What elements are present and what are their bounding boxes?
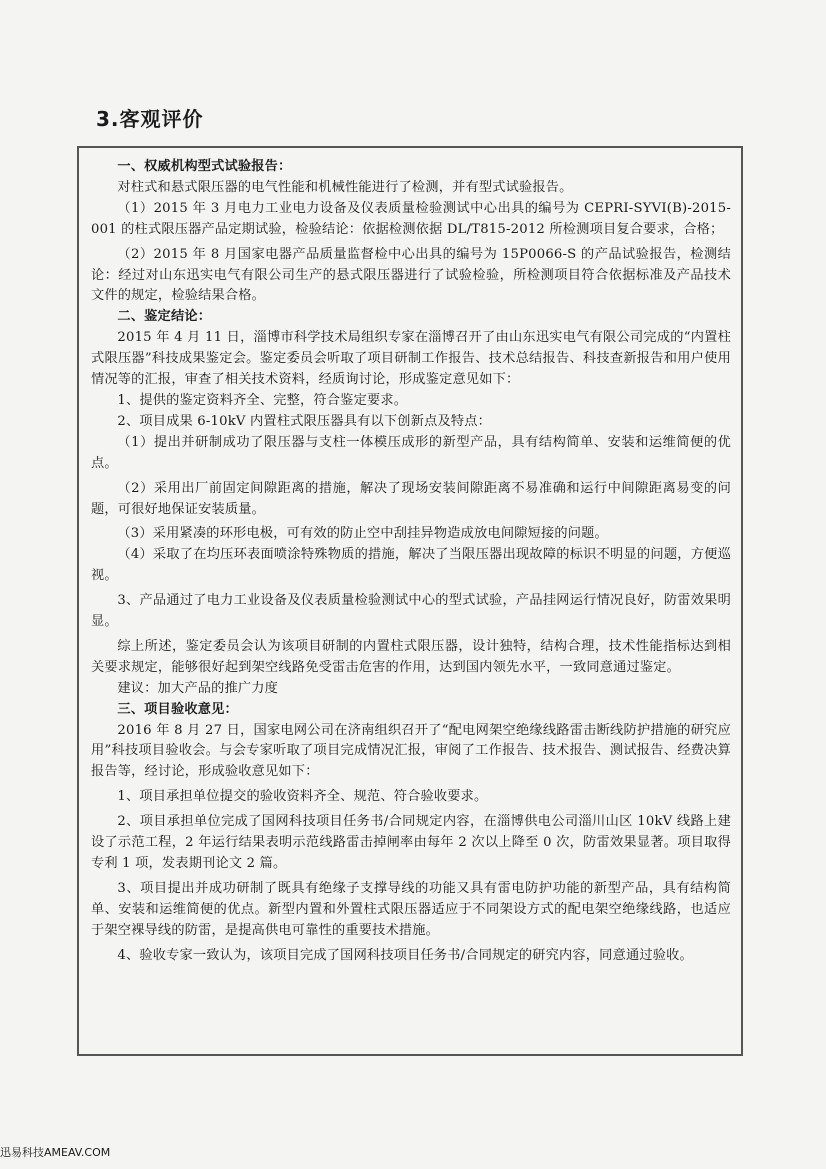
paragraph: （2）采用出厂前固定间隙距离的措施，解决了现场安装间隙距离不易准确和运行中间隙距离易变的问题，可很好地保证安装质量。 (91, 480, 731, 517)
paragraph: 2、项目成果 6-10kV 内置柱式限压器具有以下创新点及特点： (117, 413, 492, 429)
paragraph: （4）采取了在均压环表面喷涂特殊物质的措施，解决了当限压器出现故障的标识不明显的问题，方便巡视。 (91, 547, 731, 584)
footer-brand-text: 迅易科技AMEAV.COM (0, 1146, 111, 1159)
paragraph: （2）2015 年 8 月国家电器产品质量监督检中心出具的编号为 15P0066-S 的产品试验报告，检测结论：经过对山东迅实电气有限公司生产的悬式限压器进行了试验检验，所检测项目符合依据标准及产品技术文件的规定，检验结果合格。 (91, 246, 731, 304)
paragraph: 4、验收专家一致认为，该项目完成了国网科技项目任务书/合同规定的研究内容，同意通过验收。 (117, 947, 693, 963)
evaluation-content-box (77, 146, 743, 1056)
paragraph: 对柱式和悬式限压器的电气性能和机械性能进行了检测，并有型式试验报告。 (117, 179, 573, 195)
paragraph: （1）2015 年 3 月电力工业电力设备及仪表质量检验测试中心出具的编号为 CEPRI-SYVI(B)-2015-001 的柱式限压器产品定期试验，检验结论：依据检测依据 DL/T815-2012 所检测项目复合要求，合格； (91, 200, 731, 237)
paragraph: 综上所述，鉴定委员会认为该项目研制的内置柱式限压器，设计独特，结构合理，技术性能指标达到相关要求规定，能够很好起到架空线路免受雷击危害的作用，达到国内领先水平，一致同意通过鉴定。 (91, 638, 731, 675)
paragraph: 2、项目承担单位完成了国网科技项目任务书/合同规定内容，在淄博供电公司淄川山区 10kV 线路上建设了示范工程，2 年运行结果表明示范线路雷击掉闸率由每年 2 次以上降至 0 次，防雷效果显著。项目取得专利 1 项，发表期刊论文 2 篇。 (91, 814, 731, 871)
paragraph: 2016 年 8 月 27 日，国家电网公司在济南组织召开了“配电网架空绝缘线路雷击断线防护措施的研究应用”科技项目验收会。与会专家听取了项目完成情况汇报，审阅了工作报告、技术报告、测试报告、经费决算报告等，经讨论，形成验收意见如下： (91, 722, 731, 780)
section-heading-appraisal: 二、鉴定结论： (117, 309, 212, 325)
paragraph: 3、项目提出并成功研制了既具有绝缘子支撑导线的功能又具有雷电防护功能的新型产品，具有结构简单、安装和运维简便的优点。新型内置和外置柱式限压器适应于不同架设方式的配电架空绝缘线路，也适应于架空裸导线的防雷，是提高供电可靠性的重要技术措施。 (91, 880, 731, 938)
paragraph: 2015 年 4 月 11 日，淄博市科学技术局组织专家在淄博召开了由山东迅实电气有限公司完成的“内置柱式限压器”科技成果鉴定会。鉴定委员会听取了项目研制工作报告、技术总结报告、科技查新报告和用户使用情况等的汇报，审查了相关技术资料，经质询讨论，形成鉴定意见如下： (91, 330, 731, 388)
paragraph: （1）提出并研制成功了限压器与支柱一体模压成形的新型产品，具有结构简单、安装和运维简便的优点。 (91, 434, 731, 471)
paragraph: 3、产品通过了电力工业设备及仪表质量检验测试中心的型式试验，产品挂网运行情况良好，防雷效果明显。 (91, 593, 731, 630)
paragraph: 1、提供的鉴定资料齐全、完整，符合鉴定要求。 (117, 392, 408, 408)
paragraph: 1、项目承担单位提交的验收资料齐全、规范、符合验收要求。 (117, 789, 488, 805)
section-heading-acceptance: 三、项目验收意见： (117, 701, 238, 717)
paragraph: （3）采用紧凑的环形电极，可有效的防止空中刮挂异物造成放电间隙短接的问题。 (117, 526, 608, 542)
paragraph: 建议：加大产品的推广力度 (117, 680, 279, 696)
page-heading: 3.客观评价 (96, 107, 204, 131)
section-heading-type-test: 一、权威机构型式试验报告： (117, 159, 292, 174)
